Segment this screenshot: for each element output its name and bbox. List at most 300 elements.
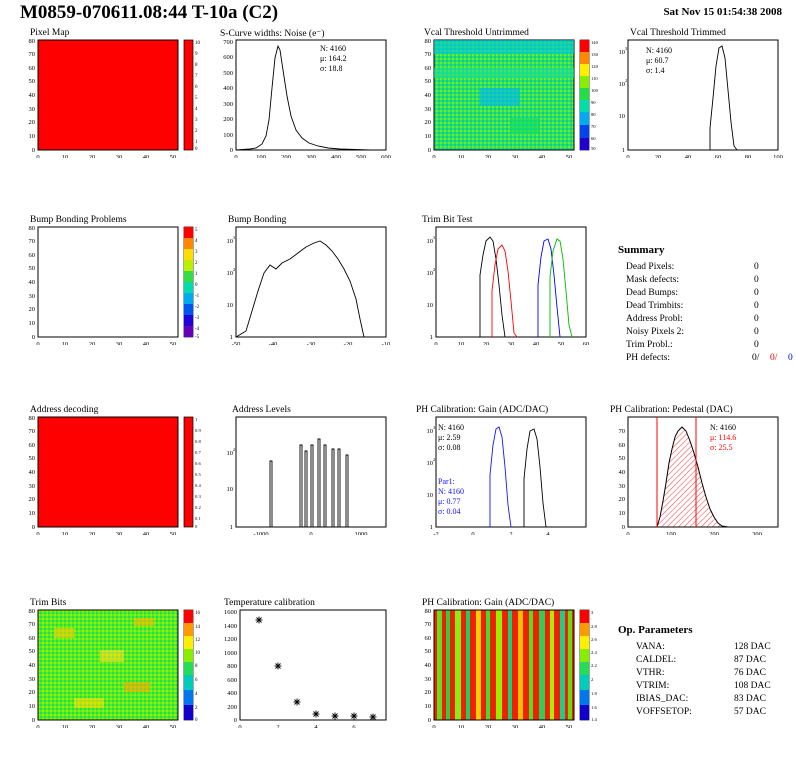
ph-gain-map-plot <box>410 598 600 728</box>
panel-address-levels <box>210 405 400 535</box>
svg-text:30: 30 <box>115 531 123 535</box>
svg-text:30: 30 <box>618 483 625 490</box>
svg-text:0.8: 0.8 <box>195 439 201 444</box>
summary-value: 0 <box>754 340 759 350</box>
panel-title: Temperature calibration <box>224 598 315 608</box>
svg-text:2.4: 2.4 <box>591 650 597 655</box>
svg-text:10: 10 <box>426 302 433 309</box>
summary-value: 0 <box>754 301 759 311</box>
page-title: M0859-070611.08:44 T-10a (C2) <box>20 2 279 23</box>
svg-text:100: 100 <box>591 88 598 93</box>
svg-text:0: 0 <box>621 524 625 531</box>
svg-text:30: 30 <box>115 341 123 345</box>
panel-title: PH Calibration: Pedestal (DAC) <box>610 405 733 415</box>
svg-text:4: 4 <box>314 724 318 728</box>
panel-title: Trim Bits <box>30 598 67 608</box>
svg-text:2: 2 <box>276 724 280 728</box>
svg-text:50: 50 <box>169 154 177 158</box>
summary-row <box>626 314 759 324</box>
svg-text:50: 50 <box>424 78 431 85</box>
svg-text:3: 3 <box>195 118 198 123</box>
svg-text:-20: -20 <box>343 341 353 345</box>
svg-text:1: 1 <box>621 147 625 154</box>
ph-defects-value-2: 0/ <box>770 353 778 363</box>
svg-text:2: 2 <box>625 78 628 83</box>
svg-text:10: 10 <box>28 320 35 327</box>
svg-text:2.8: 2.8 <box>591 624 597 629</box>
svg-text:0: 0 <box>36 341 40 345</box>
svg-text:30: 30 <box>28 293 35 300</box>
svg-text:10: 10 <box>61 724 69 728</box>
panel-op-parameters <box>614 624 794 724</box>
svg-text:70: 70 <box>28 621 35 628</box>
svg-text:0.5: 0.5 <box>195 472 201 477</box>
svg-text:-2: -2 <box>433 531 439 535</box>
vcal-trimmed-stat-mu: μ: 60.7 <box>646 56 669 65</box>
ph-defects-label: PH defects: <box>626 353 671 363</box>
svg-text:1: 1 <box>429 524 433 531</box>
svg-text:0: 0 <box>471 531 475 535</box>
panel-trim-bit-test <box>410 215 600 345</box>
svg-text:100: 100 <box>773 154 783 158</box>
svg-text:70: 70 <box>424 621 431 628</box>
bump-bonding-plot <box>210 215 400 345</box>
panel-bump-bonding <box>210 215 400 345</box>
svg-text:2: 2 <box>509 531 513 535</box>
svg-text:2: 2 <box>195 129 198 134</box>
svg-text:80: 80 <box>28 608 35 615</box>
svg-text:20: 20 <box>28 689 35 696</box>
svg-text:0: 0 <box>234 154 238 158</box>
vcal-untrimmed-plot <box>410 28 600 158</box>
svg-text:0.2: 0.2 <box>195 505 201 510</box>
svg-text:600: 600 <box>227 677 237 684</box>
svg-text:80: 80 <box>591 112 596 117</box>
bump-problems-plot <box>14 215 204 345</box>
ph-defects-value-3: 0 <box>788 353 793 363</box>
svg-text:40: 40 <box>142 154 150 158</box>
svg-text:40: 40 <box>538 154 546 158</box>
svg-text:300: 300 <box>223 101 233 108</box>
svg-text:10: 10 <box>457 341 465 345</box>
op-parameter-label: VOFFSETOP: <box>636 707 692 717</box>
svg-text:50: 50 <box>565 154 573 158</box>
op-parameter-label: CALDEL: <box>636 655 677 665</box>
panel-title: Bump Bonding Problems <box>30 215 127 225</box>
svg-text:2: 2 <box>433 267 436 272</box>
svg-text:3: 3 <box>591 610 594 615</box>
svg-text:500: 500 <box>356 154 366 158</box>
svg-text:10: 10 <box>426 492 433 499</box>
svg-text:7: 7 <box>195 74 198 79</box>
summary-value: 0 <box>754 314 759 324</box>
svg-text:20: 20 <box>28 119 35 126</box>
svg-text:50: 50 <box>169 531 177 535</box>
svg-text:40: 40 <box>28 279 35 286</box>
svg-text:200: 200 <box>709 531 719 535</box>
ph-pedestal-stat-mu: μ: 114.6 <box>710 433 737 442</box>
svg-text:0.4: 0.4 <box>195 483 201 488</box>
svg-text:20: 20 <box>28 496 35 503</box>
summary-row <box>626 262 759 272</box>
report-date: Sat Nov 15 01:54:38 2008 <box>663 6 782 18</box>
svg-text:600: 600 <box>223 54 233 61</box>
panel-title: PH Calibration: Gain (ADC/DAC) <box>416 405 549 415</box>
summary-row <box>626 301 759 311</box>
vcal-trimmed-stat-sigma: σ: 1.4 <box>646 66 665 75</box>
svg-text:30: 30 <box>28 676 35 683</box>
op-parameters-heading: Op. Parameters <box>618 624 693 636</box>
svg-text:40: 40 <box>684 154 692 158</box>
summary-value: 0 <box>754 288 759 298</box>
panel-address-decoding <box>14 405 204 535</box>
svg-text:0: 0 <box>31 334 35 341</box>
summary-label: Dead Pixels: <box>626 262 675 272</box>
svg-text:10: 10 <box>28 510 35 517</box>
svg-text:-4: -4 <box>195 327 200 332</box>
op-parameter-row <box>636 681 771 691</box>
svg-text:2.2: 2.2 <box>591 663 597 668</box>
svg-text:20: 20 <box>484 154 492 158</box>
svg-text:1.6: 1.6 <box>591 705 597 710</box>
svg-text:60: 60 <box>618 442 625 449</box>
svg-text:8: 8 <box>195 63 198 68</box>
svg-text:30: 30 <box>28 483 35 490</box>
svg-text:-10: -10 <box>381 341 391 345</box>
ph-gain-stat-mu: μ: 2.59 <box>438 433 461 442</box>
svg-text:3: 3 <box>233 235 236 240</box>
svg-text:60: 60 <box>28 65 35 72</box>
svg-text:20: 20 <box>484 724 492 728</box>
svg-text:0: 0 <box>434 341 438 345</box>
svg-text:1.4: 1.4 <box>591 717 597 722</box>
svg-text:6: 6 <box>195 85 198 90</box>
svg-text:4: 4 <box>195 692 198 697</box>
svg-text:120: 120 <box>591 64 598 69</box>
op-parameter-value: 76 DAC <box>734 668 766 678</box>
svg-text:60: 60 <box>28 252 35 259</box>
svg-text:10: 10 <box>424 703 431 710</box>
svg-text:8: 8 <box>195 664 198 669</box>
svg-text:-1: -1 <box>195 294 200 299</box>
svg-text:40: 40 <box>28 662 35 669</box>
svg-text:3: 3 <box>195 250 198 255</box>
svg-text:50: 50 <box>28 455 35 462</box>
svg-text:0: 0 <box>432 154 436 158</box>
svg-text:10: 10 <box>426 428 433 435</box>
svg-text:9: 9 <box>195 52 198 57</box>
svg-text:30: 30 <box>511 154 519 158</box>
summary-row <box>626 340 759 350</box>
svg-text:4: 4 <box>195 107 198 112</box>
op-parameter-row <box>636 642 771 652</box>
ph-gain-par1-mu: μ: 0.77 <box>438 497 461 506</box>
op-parameter-label: VTHR: <box>636 668 665 678</box>
svg-text:20: 20 <box>654 154 662 158</box>
svg-text:400: 400 <box>331 154 341 158</box>
svg-text:30: 30 <box>424 106 431 113</box>
pixel-map-plot <box>14 28 204 158</box>
svg-text:200: 200 <box>281 154 291 158</box>
panel-ph-gain <box>410 405 600 535</box>
panel-pixel-map <box>14 28 204 158</box>
panel-vcal-trimmed <box>602 28 792 158</box>
svg-text:10: 10 <box>457 154 465 158</box>
op-parameter-label: IBIAS_DAC: <box>636 694 689 704</box>
svg-text:16: 16 <box>195 611 200 616</box>
svg-text:0.6: 0.6 <box>195 461 201 466</box>
svg-text:10: 10 <box>61 531 69 535</box>
svg-text:2: 2 <box>195 706 198 711</box>
svg-text:0.3: 0.3 <box>195 494 201 499</box>
svg-text:50: 50 <box>169 341 177 345</box>
panel-title: PH Calibration: Gain (ADC/DAC) <box>422 598 555 608</box>
svg-text:4: 4 <box>546 531 550 535</box>
svg-text:-5: -5 <box>195 335 200 340</box>
svg-text:30: 30 <box>424 676 431 683</box>
svg-text:0: 0 <box>195 718 198 723</box>
summary-label: Mask defects: <box>626 275 680 285</box>
svg-text:30: 30 <box>511 724 519 728</box>
panel-title: Pixel Map <box>30 28 70 38</box>
svg-text:6: 6 <box>352 724 356 728</box>
panel-ph-pedestal <box>602 405 792 535</box>
ph-gain-par1-label: Par1: <box>438 477 455 486</box>
ph-gain-par1-sigma: σ: 0.04 <box>438 507 461 516</box>
svg-text:0: 0 <box>229 147 233 154</box>
svg-text:10: 10 <box>226 238 233 245</box>
ph-gain-par1-n: N: 4160 <box>438 487 464 496</box>
svg-text:40: 40 <box>538 724 546 728</box>
op-parameter-row <box>636 655 766 665</box>
svg-text:1600: 1600 <box>224 609 237 616</box>
svg-text:10: 10 <box>426 270 433 277</box>
panel-title: Trim Bit Test <box>422 215 473 225</box>
svg-text:200: 200 <box>227 704 237 711</box>
svg-text:20: 20 <box>424 689 431 696</box>
svg-text:80: 80 <box>424 608 431 615</box>
svg-text:1: 1 <box>229 524 233 531</box>
panel-temp-cal <box>210 598 400 728</box>
summary-label: Trim Probl.: <box>626 340 673 350</box>
summary-value: 0 <box>754 327 759 337</box>
svg-text:10: 10 <box>618 81 625 88</box>
svg-text:70: 70 <box>424 51 431 58</box>
op-parameter-row <box>636 694 766 704</box>
svg-text:1: 1 <box>229 334 233 341</box>
svg-text:0: 0 <box>36 531 40 535</box>
svg-text:1400: 1400 <box>224 623 237 630</box>
svg-text:0: 0 <box>309 531 313 535</box>
svg-text:60: 60 <box>28 635 35 642</box>
svg-text:5: 5 <box>195 96 198 101</box>
svg-text:50: 50 <box>28 265 35 272</box>
svg-text:30: 30 <box>115 724 123 728</box>
svg-text:1000: 1000 <box>354 531 368 535</box>
svg-text:800: 800 <box>227 663 237 670</box>
svg-text:1.8: 1.8 <box>591 691 597 696</box>
svg-text:0: 0 <box>195 147 198 152</box>
summary-value: 0 <box>754 275 759 285</box>
svg-text:80: 80 <box>28 415 35 422</box>
svg-text:0: 0 <box>427 717 431 724</box>
svg-text:10: 10 <box>61 341 69 345</box>
svg-text:60: 60 <box>424 635 431 642</box>
svg-text:700: 700 <box>223 39 233 46</box>
op-parameter-value: 87 DAC <box>734 655 766 665</box>
svg-text:60: 60 <box>28 442 35 449</box>
summary-label: Noisy Pixels 2: <box>626 327 685 337</box>
svg-text:3: 3 <box>433 235 436 240</box>
svg-text:20: 20 <box>88 154 96 158</box>
op-parameter-label: VANA: <box>636 642 665 652</box>
svg-text:0.1: 0.1 <box>195 516 201 521</box>
op-parameter-row <box>636 707 766 717</box>
svg-text:100: 100 <box>256 154 266 158</box>
svg-text:-2: -2 <box>195 305 200 310</box>
svg-text:20: 20 <box>28 306 35 313</box>
svg-text:2: 2 <box>195 261 198 266</box>
svg-text:1200: 1200 <box>224 636 237 643</box>
ph-gain-stat-sigma: σ: 0.08 <box>438 443 461 452</box>
svg-text:400: 400 <box>223 85 233 92</box>
svg-text:1: 1 <box>195 140 198 145</box>
svg-text:40: 40 <box>142 531 150 535</box>
svg-text:60: 60 <box>424 65 431 72</box>
panel-title: Vcal Threshold Trimmed <box>630 28 726 38</box>
ph-pedestal-stat-sigma: σ: 25.5 <box>710 443 733 452</box>
svg-text:30: 30 <box>115 154 123 158</box>
svg-text:70: 70 <box>591 124 596 129</box>
summary-label: Dead Bumps: <box>626 288 678 298</box>
svg-text:600: 600 <box>381 154 391 158</box>
svg-text:70: 70 <box>28 51 35 58</box>
summary-ph-defects-row <box>626 353 793 363</box>
svg-text:40: 40 <box>142 724 150 728</box>
svg-text:0: 0 <box>626 154 630 158</box>
summary-row <box>626 327 759 337</box>
scurve-stat-mu: μ: 164.2 <box>320 54 347 63</box>
svg-text:-1000: -1000 <box>253 531 269 535</box>
svg-text:-40: -40 <box>268 341 278 345</box>
svg-text:40: 40 <box>532 341 540 345</box>
trim-bit-test-plot <box>410 215 600 345</box>
panel-summary <box>614 244 794 363</box>
svg-text:80: 80 <box>28 225 35 232</box>
svg-text:500: 500 <box>223 70 233 77</box>
panel-title: Bump Bonding <box>228 215 287 225</box>
panel-bump-problems <box>14 215 204 345</box>
svg-text:0.9: 0.9 <box>195 428 201 433</box>
svg-text:4: 4 <box>195 239 198 244</box>
svg-text:1000: 1000 <box>224 650 237 657</box>
svg-text:0: 0 <box>238 724 242 728</box>
svg-text:80: 80 <box>744 154 752 158</box>
ph-defects-value-1: 0/ <box>752 353 760 363</box>
svg-text:1: 1 <box>195 417 198 422</box>
svg-text:10: 10 <box>618 510 625 517</box>
svg-text:100: 100 <box>666 531 676 535</box>
address-decoding-plot <box>14 405 204 535</box>
svg-text:60: 60 <box>582 341 590 345</box>
svg-text:60: 60 <box>591 136 596 141</box>
svg-text:1: 1 <box>195 272 198 277</box>
summary-label: Address Probl: <box>626 314 683 324</box>
svg-text:50: 50 <box>618 455 625 462</box>
ph-pedestal-plot <box>602 405 792 535</box>
svg-text:50: 50 <box>28 648 35 655</box>
svg-text:50: 50 <box>424 648 431 655</box>
svg-text:300: 300 <box>752 531 762 535</box>
svg-text:50: 50 <box>565 724 573 728</box>
svg-text:10: 10 <box>618 49 625 56</box>
svg-text:0: 0 <box>36 724 40 728</box>
svg-text:3: 3 <box>433 425 436 430</box>
svg-text:100: 100 <box>223 132 233 139</box>
address-levels-plot <box>210 405 400 535</box>
svg-text:70: 70 <box>28 428 35 435</box>
ph-pedestal-stat-n: N: 4160 <box>710 423 736 432</box>
svg-text:-30: -30 <box>306 341 316 345</box>
svg-text:10: 10 <box>28 703 35 710</box>
svg-text:130: 130 <box>591 52 598 57</box>
panel-title: Address Levels <box>232 405 291 415</box>
svg-text:30: 30 <box>507 341 515 345</box>
scurve-stat-sigma: σ: 18.8 <box>320 64 343 73</box>
svg-text:10: 10 <box>226 486 233 493</box>
svg-text:200: 200 <box>223 116 233 123</box>
svg-text:140: 140 <box>591 40 598 45</box>
svg-text:110: 110 <box>591 76 598 81</box>
svg-text:20: 20 <box>88 724 96 728</box>
scurve-stat-n: N: 4160 <box>320 44 346 53</box>
svg-text:50: 50 <box>591 146 596 151</box>
summary-heading: Summary <box>618 244 665 256</box>
svg-text:0: 0 <box>626 531 630 535</box>
svg-text:14: 14 <box>195 625 200 630</box>
svg-text:400: 400 <box>227 690 237 697</box>
svg-text:0: 0 <box>233 717 237 724</box>
svg-text:0: 0 <box>432 724 436 728</box>
scurve-plot <box>210 28 400 158</box>
svg-text:0: 0 <box>195 283 198 288</box>
svg-text:80: 80 <box>28 38 35 45</box>
op-parameter-row <box>636 668 766 678</box>
svg-text:10: 10 <box>226 302 233 309</box>
svg-text:0: 0 <box>195 524 198 529</box>
svg-text:50: 50 <box>28 78 35 85</box>
svg-text:10: 10 <box>426 460 433 467</box>
panel-vcal-untrimmed <box>410 28 600 158</box>
panel-title: S-Curve widths: Noise (e⁻) <box>220 29 325 39</box>
svg-text:6: 6 <box>195 678 198 683</box>
svg-text:2: 2 <box>433 457 436 462</box>
op-parameter-value: 128 DAC <box>734 642 771 652</box>
op-parameter-value: 108 DAC <box>734 681 771 691</box>
svg-text:40: 40 <box>618 469 625 476</box>
summary-row <box>626 288 759 298</box>
panel-scurve <box>210 28 400 158</box>
svg-text:20: 20 <box>88 341 96 345</box>
svg-text:10: 10 <box>195 651 200 656</box>
svg-text:10: 10 <box>457 724 465 728</box>
svg-text:10: 10 <box>424 133 431 140</box>
svg-text:70: 70 <box>618 428 625 435</box>
op-parameter-value: 83 DAC <box>734 694 766 704</box>
svg-text:10: 10 <box>426 238 433 245</box>
svg-text:10: 10 <box>226 270 233 277</box>
svg-text:0: 0 <box>31 147 35 154</box>
